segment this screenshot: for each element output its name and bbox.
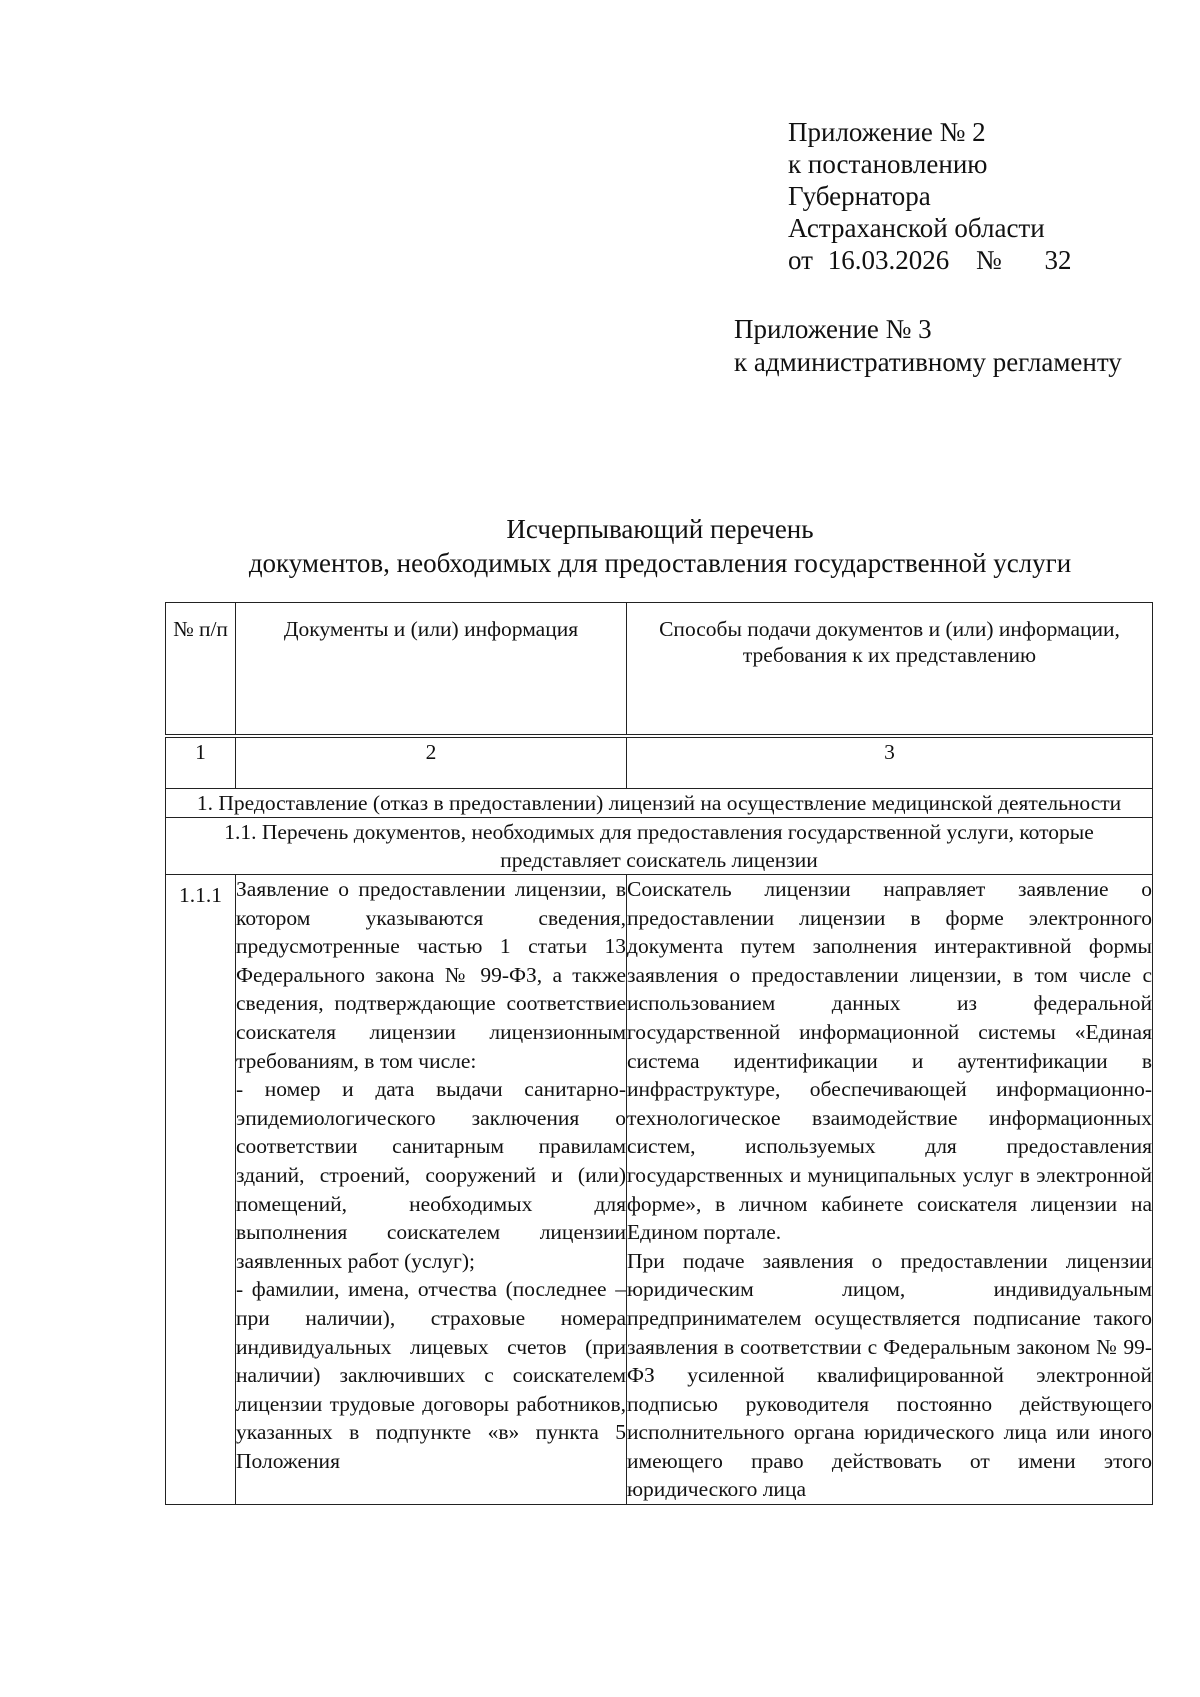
document-title — [165, 512, 1155, 580]
column-number-1: 1 — [166, 738, 236, 789]
documents-paragraph-3: - фамилии, имена, отчества (последнее – при наличии), страховые номера индивидуальных лицевых счетов (при наличии) заключивших с соискателем лицензии трудовые договоры работников, указанных в подпункте «в» пункта 5 Положения — [236, 1277, 626, 1473]
section-1-1-row — [166, 818, 1153, 875]
section-1-1-heading: 1.1. Перечень документов, необходимых для предоставления государственной услуги, которые представляет соискатель лицензии — [166, 818, 1153, 875]
appendix-decree-block — [788, 116, 1071, 276]
appendix-regulation-block — [734, 313, 1122, 379]
column-number-3: 3 — [627, 738, 1153, 789]
decree-date-line — [788, 244, 1071, 276]
header-methods — [627, 603, 1153, 735]
table-header-row — [166, 603, 1153, 735]
documents-paragraph-2: - номер и дата выдачи санитарно-эпидемиологического заключения о соответствии санитарным правилам зданий, строений, сооружений и (или) помещений, необходимых для выполнения соискателем лицензии заявленных работ (услуг); — [236, 1077, 626, 1273]
methods-paragraph-1: Соискатель лицензии направляет заявление о предоставлении лицензии в форме электронного документа путем заполнения интерактивной формы заявления о предоставлении лицензии, в том числе с использованием данных из федеральной государственной информационной системы «Единая система идентификации и аутентификации в инфраструктуре, обеспечивающей информационно-технологическое взаимодействие информационных систем, используемых для предоставления государственных и муниципальных услуг в электронной форме», в личном кабинете соискателя лицензии на Едином портале. — [627, 877, 1152, 1245]
appendix-decree-line4: Астраханской области — [788, 213, 1045, 243]
methods-paragraph-2: При подаче заявления о предоставлении лицензии юридическим лицом, индивидуальным предпринимателем осуществляется подписание такого заявления в соответствии с Федеральным законом № 99-ФЗ усиленной квалифицированной электронной подписью руководителя постоянно действующего исполнительного органа юридического лица или иного имеющего право действовать от имени этого юридического лица — [627, 1248, 1152, 1502]
documents-paragraph-1: Заявление о предоставлении лицензии, в котором указываются сведения, предусмотренные частью 1 статьи 13 Федерального закона № 99-ФЗ, а также сведения, подтверждающие соответствие соискателя лицензии лицензионным требованиям, в том числе: — [236, 877, 626, 1073]
header-documents — [236, 603, 627, 735]
section-1-heading: 1. Предоставление (отказ в предоставлении) лицензий на осуществление медицинской деятельности — [166, 789, 1153, 818]
date-prefix: от — [788, 245, 813, 275]
header-number — [166, 603, 236, 735]
decree-number: 32 — [1044, 245, 1072, 275]
appendix-decree-line2: к постановлению — [788, 149, 988, 179]
appendix-regulation-line2: к административному регламенту — [734, 347, 1122, 377]
title-line1: Исчерпывающий перечень — [506, 514, 814, 544]
column-numbers-row — [166, 738, 1153, 789]
appendix-decree-line3: Губернатора — [788, 181, 931, 211]
table-row — [166, 875, 1153, 1505]
documents-table — [165, 602, 1153, 1505]
appendix-regulation-line1: Приложение № 3 — [734, 314, 932, 344]
column-number-2: 2 — [236, 738, 627, 789]
title-line2: документов, необходимых для предоставления государственной услуги — [248, 548, 1072, 578]
section-1-row — [166, 789, 1153, 818]
decree-date: 16.03.2026 — [827, 245, 950, 275]
appendix-decree-line1: Приложение № 2 — [788, 117, 986, 147]
row-methods — [627, 875, 1153, 1505]
header-documents-text: Документы и (или) информация — [283, 617, 579, 641]
header-number-text: № п/п — [173, 617, 228, 641]
header-methods-text: Способы подачи документов и (или) информации, требования к их представлению — [659, 617, 1120, 667]
row-number: 1.1.1 — [166, 875, 236, 1505]
number-sign: № — [975, 245, 1002, 275]
row-documents — [236, 875, 627, 1505]
